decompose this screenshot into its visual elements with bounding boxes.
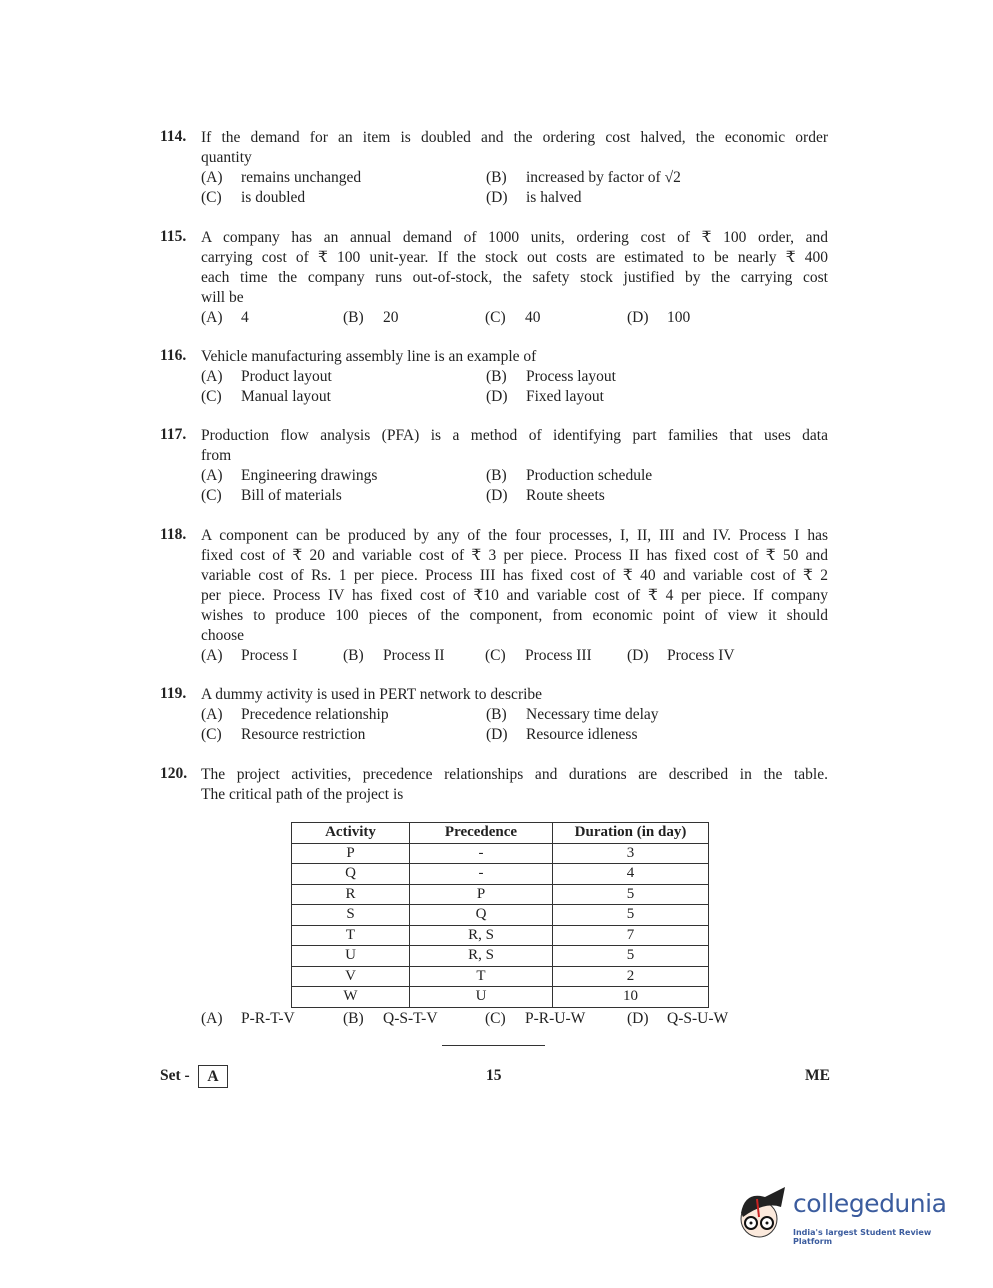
activity-cell: S: [292, 905, 410, 926]
option-letter: (B): [486, 368, 507, 385]
option-text: Q-S-T-V: [383, 1010, 438, 1027]
activity-cell: V: [292, 966, 410, 987]
option-b[interactable]: [343, 308, 399, 328]
option-letter: (C): [201, 487, 222, 504]
option-text: is halved: [526, 189, 582, 206]
option-b[interactable]: [486, 367, 616, 387]
question-text-line: A component can be produced by any of the four processes, I, II, III and IV. Process I has: [201, 527, 828, 544]
option-b[interactable]: [486, 466, 652, 486]
precedence-cell: Q: [410, 905, 553, 926]
table-row: [292, 946, 709, 967]
duration-cell: 2: [553, 966, 709, 987]
option-a[interactable]: [201, 466, 377, 486]
question-text-line: Production flow analysis (PFA) is a method of identifying part families that uses data: [201, 427, 828, 444]
subject-code: ME: [805, 1067, 830, 1084]
option-b[interactable]: [486, 168, 681, 188]
option-text: Resource restriction: [241, 726, 366, 743]
option-a[interactable]: [201, 367, 332, 387]
table-row: [292, 966, 709, 987]
duration-cell: 10: [553, 987, 709, 1008]
option-text: Process II: [383, 647, 445, 664]
activity-cell: Q: [292, 864, 410, 885]
option-d[interactable]: [627, 646, 735, 666]
option-text: increased by factor of √2: [526, 169, 681, 186]
option-letter: (C): [485, 1010, 506, 1027]
option-d[interactable]: [627, 308, 690, 328]
activity-table: [291, 822, 709, 1008]
option-b[interactable]: [486, 705, 659, 725]
option-text: Production schedule: [526, 467, 653, 484]
set-label: Set -: [160, 1067, 190, 1084]
question-text-line: variable cost of Rs. 1 per piece. Process III has fixed cost of ₹ 40 and variable cost of ₹ 2: [201, 567, 828, 584]
option-text: Product layout: [241, 368, 332, 385]
option-c[interactable]: [485, 1009, 585, 1029]
option-letter: (D): [486, 487, 508, 504]
option-letter: (C): [485, 309, 506, 326]
activity-cell: R: [292, 884, 410, 905]
logo-tagline: India's largest Student Review Platform: [793, 1228, 932, 1246]
precedence-cell: T: [410, 966, 553, 987]
question-text-line: quantity: [201, 149, 252, 166]
table-row: [292, 925, 709, 946]
option-text: Bill of materials: [241, 487, 342, 504]
duration-cell: 5: [553, 905, 709, 926]
question-number: 118.: [160, 526, 187, 543]
option-text: remains unchanged: [241, 169, 362, 186]
option-text: Process IV: [667, 647, 735, 664]
precedence-cell: R, S: [410, 925, 553, 946]
option-c[interactable]: [201, 188, 305, 208]
question-text-line: The project activities, precedence relationships and durations are described in the table.: [201, 766, 828, 783]
question-text-line: per piece. Process IV has fixed cost of ₹10 and variable cost of ₹ 4 per piece. If company: [201, 587, 828, 604]
option-letter: (D): [627, 1010, 649, 1027]
question-number: 114.: [160, 128, 187, 145]
duration-cell: 5: [553, 884, 709, 905]
option-d[interactable]: [486, 725, 637, 745]
question-number: 120.: [160, 765, 188, 782]
question-number: 117.: [160, 426, 187, 443]
collegedunia-logo: [735, 1183, 965, 1253]
activity-cell: T: [292, 925, 410, 946]
option-letter: (B): [343, 647, 364, 664]
option-letter: (C): [201, 726, 222, 743]
option-text: 20: [383, 309, 399, 326]
question-text-line: will be: [201, 289, 244, 306]
table-row: [292, 843, 709, 864]
col-header-duration: Duration (in day): [553, 823, 709, 844]
option-text: Fixed layout: [526, 388, 604, 405]
duration-cell: 3: [553, 843, 709, 864]
option-text: Resource idleness: [526, 726, 638, 743]
option-letter: (A): [201, 169, 223, 186]
question-number: 116.: [160, 347, 187, 364]
option-text: P-R-U-W: [525, 1010, 586, 1027]
option-text: 100: [667, 309, 691, 326]
option-text: Process III: [525, 647, 592, 664]
divider: [442, 1045, 545, 1046]
option-a[interactable]: [201, 168, 361, 188]
question-number: 115.: [160, 228, 187, 245]
table-row: [292, 905, 709, 926]
option-letter: (B): [486, 169, 507, 186]
option-text: 4: [241, 309, 249, 326]
option-letter: (D): [486, 726, 508, 743]
option-a[interactable]: [201, 705, 389, 725]
option-text: 40: [525, 309, 541, 326]
option-letter: (C): [201, 388, 222, 405]
question-text-line: carrying cost of ₹ 100 unit-year. If the stock out costs are estimated to be nearly ₹ 400: [201, 249, 828, 266]
option-text: P-R-T-V: [241, 1010, 295, 1027]
option-text: Engineering drawings: [241, 467, 378, 484]
option-letter: (A): [201, 706, 223, 723]
question-text-line: wishes to produce 100 pieces of the component, from economic point of view it should: [201, 607, 828, 624]
question-text-line: A company has an annual demand of 1000 units, ordering cost of ₹ 100 order, and: [201, 229, 828, 246]
activity-cell: P: [292, 843, 410, 864]
precedence-cell: P: [410, 884, 553, 905]
option-letter: (D): [486, 189, 508, 206]
option-letter: (D): [627, 647, 649, 664]
option-text: Necessary time delay: [526, 706, 659, 723]
question-text-line: each time the company runs out-of-stock, the safety stock justified by the carrying cost: [201, 269, 828, 286]
option-letter: (C): [485, 647, 506, 664]
option-text: Manual layout: [241, 388, 331, 405]
table-row: [292, 987, 709, 1008]
option-a[interactable]: [201, 308, 249, 328]
option-letter: (B): [343, 1010, 364, 1027]
logo-wordmark: collegedunia: [793, 1189, 947, 1218]
option-letter: (A): [201, 368, 223, 385]
duration-cell: 7: [553, 925, 709, 946]
option-c[interactable]: [485, 308, 541, 328]
table-row: [292, 864, 709, 885]
option-text: Process layout: [526, 368, 616, 385]
option-d[interactable]: [486, 188, 582, 208]
option-letter: (A): [201, 647, 223, 664]
precedence-cell: R, S: [410, 946, 553, 967]
option-letter: (A): [201, 1010, 223, 1027]
mascot-icon: [735, 1183, 791, 1253]
option-c[interactable]: [201, 486, 342, 506]
question-text-line: fixed cost of ₹ 20 and variable cost of ₹ 3 per piece. Process II has fixed cost of ₹ 50 and: [201, 547, 828, 564]
precedence-cell: -: [410, 864, 553, 885]
col-header-precedence: Precedence: [410, 823, 553, 844]
question-text-line: Vehicle manufacturing assembly line is an example of: [201, 348, 537, 365]
precedence-cell: -: [410, 843, 553, 864]
page-number: 15: [486, 1067, 502, 1084]
duration-cell: 4: [553, 864, 709, 885]
option-c[interactable]: [201, 725, 365, 745]
option-c[interactable]: [201, 387, 331, 407]
option-letter: (A): [201, 309, 223, 326]
activity-cell: W: [292, 987, 410, 1008]
question-text-line: from: [201, 447, 232, 464]
question-text-line: choose: [201, 627, 245, 644]
activity-cell: U: [292, 946, 410, 967]
option-text: Precedence relationship: [241, 706, 389, 723]
option-d[interactable]: [486, 486, 605, 506]
option-letter: (D): [486, 388, 508, 405]
option-d[interactable]: [486, 387, 604, 407]
option-d[interactable]: [627, 1009, 728, 1029]
option-letter: (B): [486, 706, 507, 723]
duration-cell: 5: [553, 946, 709, 967]
set-value: A: [198, 1065, 228, 1088]
question-number: 119.: [160, 685, 187, 702]
option-letter: (C): [201, 189, 222, 206]
question-text-line: The critical path of the project is: [201, 786, 404, 803]
option-b[interactable]: [343, 1009, 438, 1029]
option-text: Route sheets: [526, 487, 605, 504]
option-text: is doubled: [241, 189, 306, 206]
option-text: Q-S-U-W: [667, 1010, 729, 1027]
option-letter: (B): [486, 467, 507, 484]
precedence-cell: U: [410, 987, 553, 1008]
question-text-line: A dummy activity is used in PERT network to describe: [201, 686, 543, 703]
option-letter: (D): [627, 309, 649, 326]
option-b[interactable]: [343, 646, 445, 666]
option-a[interactable]: [201, 646, 297, 666]
option-letter: (B): [343, 309, 364, 326]
question-text-line: If the demand for an item is doubled and the ordering cost halved, the economic order: [201, 129, 828, 146]
option-c[interactable]: [485, 646, 592, 666]
col-header-activity: Activity: [292, 823, 410, 844]
table-row: [292, 884, 709, 905]
option-text: Process I: [241, 647, 298, 664]
option-letter: (A): [201, 467, 223, 484]
option-a[interactable]: [201, 1009, 295, 1029]
